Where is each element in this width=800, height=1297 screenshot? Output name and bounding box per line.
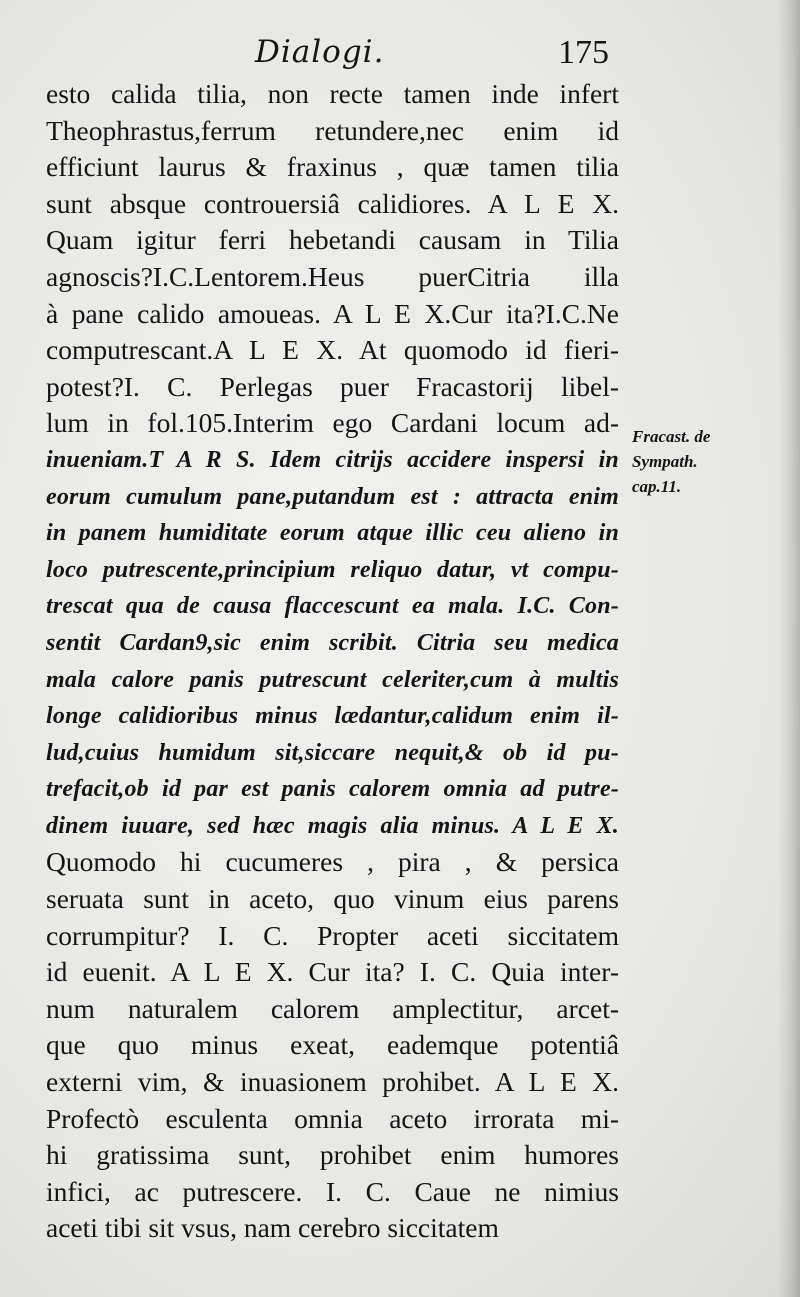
text-line: lum in fol.105.Interim ego Cardani locum ad- (46, 407, 619, 439)
text-line: Theophrastus,ferrum retundere,nec enim id (46, 114, 619, 146)
margin-note-line: Fracast. de (632, 427, 711, 446)
text-line: aceti tibi sit vsus, nam cerebro siccitatem (46, 1212, 499, 1244)
text-line: à pane calido amoueas. A L E X.Cur ita?I.C.Ne (46, 297, 619, 329)
text-line: efficiunt laurus & fraxinus , quæ tamen tilia (46, 151, 619, 183)
running-title: Dialogi. (255, 34, 385, 70)
text-line: potest?I. C. Perlegas puer Fracastorij libel- (46, 370, 619, 402)
text-line: sunt absque controuersiâ calidiores. A L E X. (46, 187, 619, 219)
text-line: seruata sunt in aceto, quo vinum eius parens (46, 883, 619, 915)
text-line-italic: loco putrescente,principium reliquo datur, vt compu- (46, 556, 619, 583)
text-line: id euenit. A L E X. Cur ita? I. C. Quia inter- (46, 956, 619, 988)
text-line-italic: trescat qua de causa flaccescunt ea mala. I.C. Con- (46, 593, 619, 620)
margin-note-line: Sympath. (632, 452, 698, 471)
text-line: agnoscis?I.C.Lentorem.Heus puerCitria illa (46, 260, 619, 292)
text-line-italic: longe calidioribus minus lædantur,calidum enim il- (46, 703, 619, 730)
text-line: Quomodo hi cucumeres , pira , & persica (46, 846, 619, 878)
text-line: infici, ac putrescere. I. C. Caue ne nimius (46, 1175, 619, 1207)
text-line: hi gratissima sunt, prohibet enim humores (46, 1139, 619, 1171)
text-line: Profectò esculenta omnia aceto irrorata mi- (46, 1102, 619, 1134)
text-line: num naturalem calorem amplectitur, arcet- (46, 992, 619, 1024)
marginal-citation (632, 424, 752, 499)
text-line-italic: in panem humiditate eorum atque illic ceu alieno in (46, 520, 619, 547)
text-line: corrumpitur? I. C. Propter aceti siccitatem (46, 919, 619, 951)
text-line-italic: mala calore panis putrescunt celeriter,cum à multis (46, 666, 619, 693)
text-line: Quam igitur ferri hebetandi causam in Tilia (46, 224, 619, 256)
page-edge-shadow (778, 0, 800, 1297)
text-line-italic: trefacit,ob id par est panis calorem omnia ad putre- (46, 776, 619, 803)
text-line: esto calida tilia, non recte tamen inde infert (46, 78, 619, 109)
text-line: computrescant.A L E X. At quomodo id fieri- (46, 334, 619, 366)
text-line-italic: eorum cumulum pane,putandum est : attracta enim (46, 483, 619, 510)
text-line-italic: inueniam.T A R S. Idem citrijs accidere inspersi in (46, 446, 619, 473)
text-line-italic: lud,cuius humidum sit,siccare nequit,& ob id pu- (46, 739, 619, 766)
page-number: 175 (558, 34, 609, 71)
margin-note-line: cap.11. (632, 477, 682, 496)
text-line: externi vim, & inuasionem prohibet. A L E X. (46, 1066, 619, 1098)
page-header (255, 34, 615, 78)
body-text (46, 76, 619, 1247)
text-line-italic: dinem iuuare, sed hæc magis alia minus. A L E X. (46, 812, 619, 839)
text-line-italic: sentit Cardan9,sic enim scribit. Citria seu medica (46, 629, 619, 656)
text-line: que quo minus exeat, eademque potentiâ (46, 1029, 619, 1061)
